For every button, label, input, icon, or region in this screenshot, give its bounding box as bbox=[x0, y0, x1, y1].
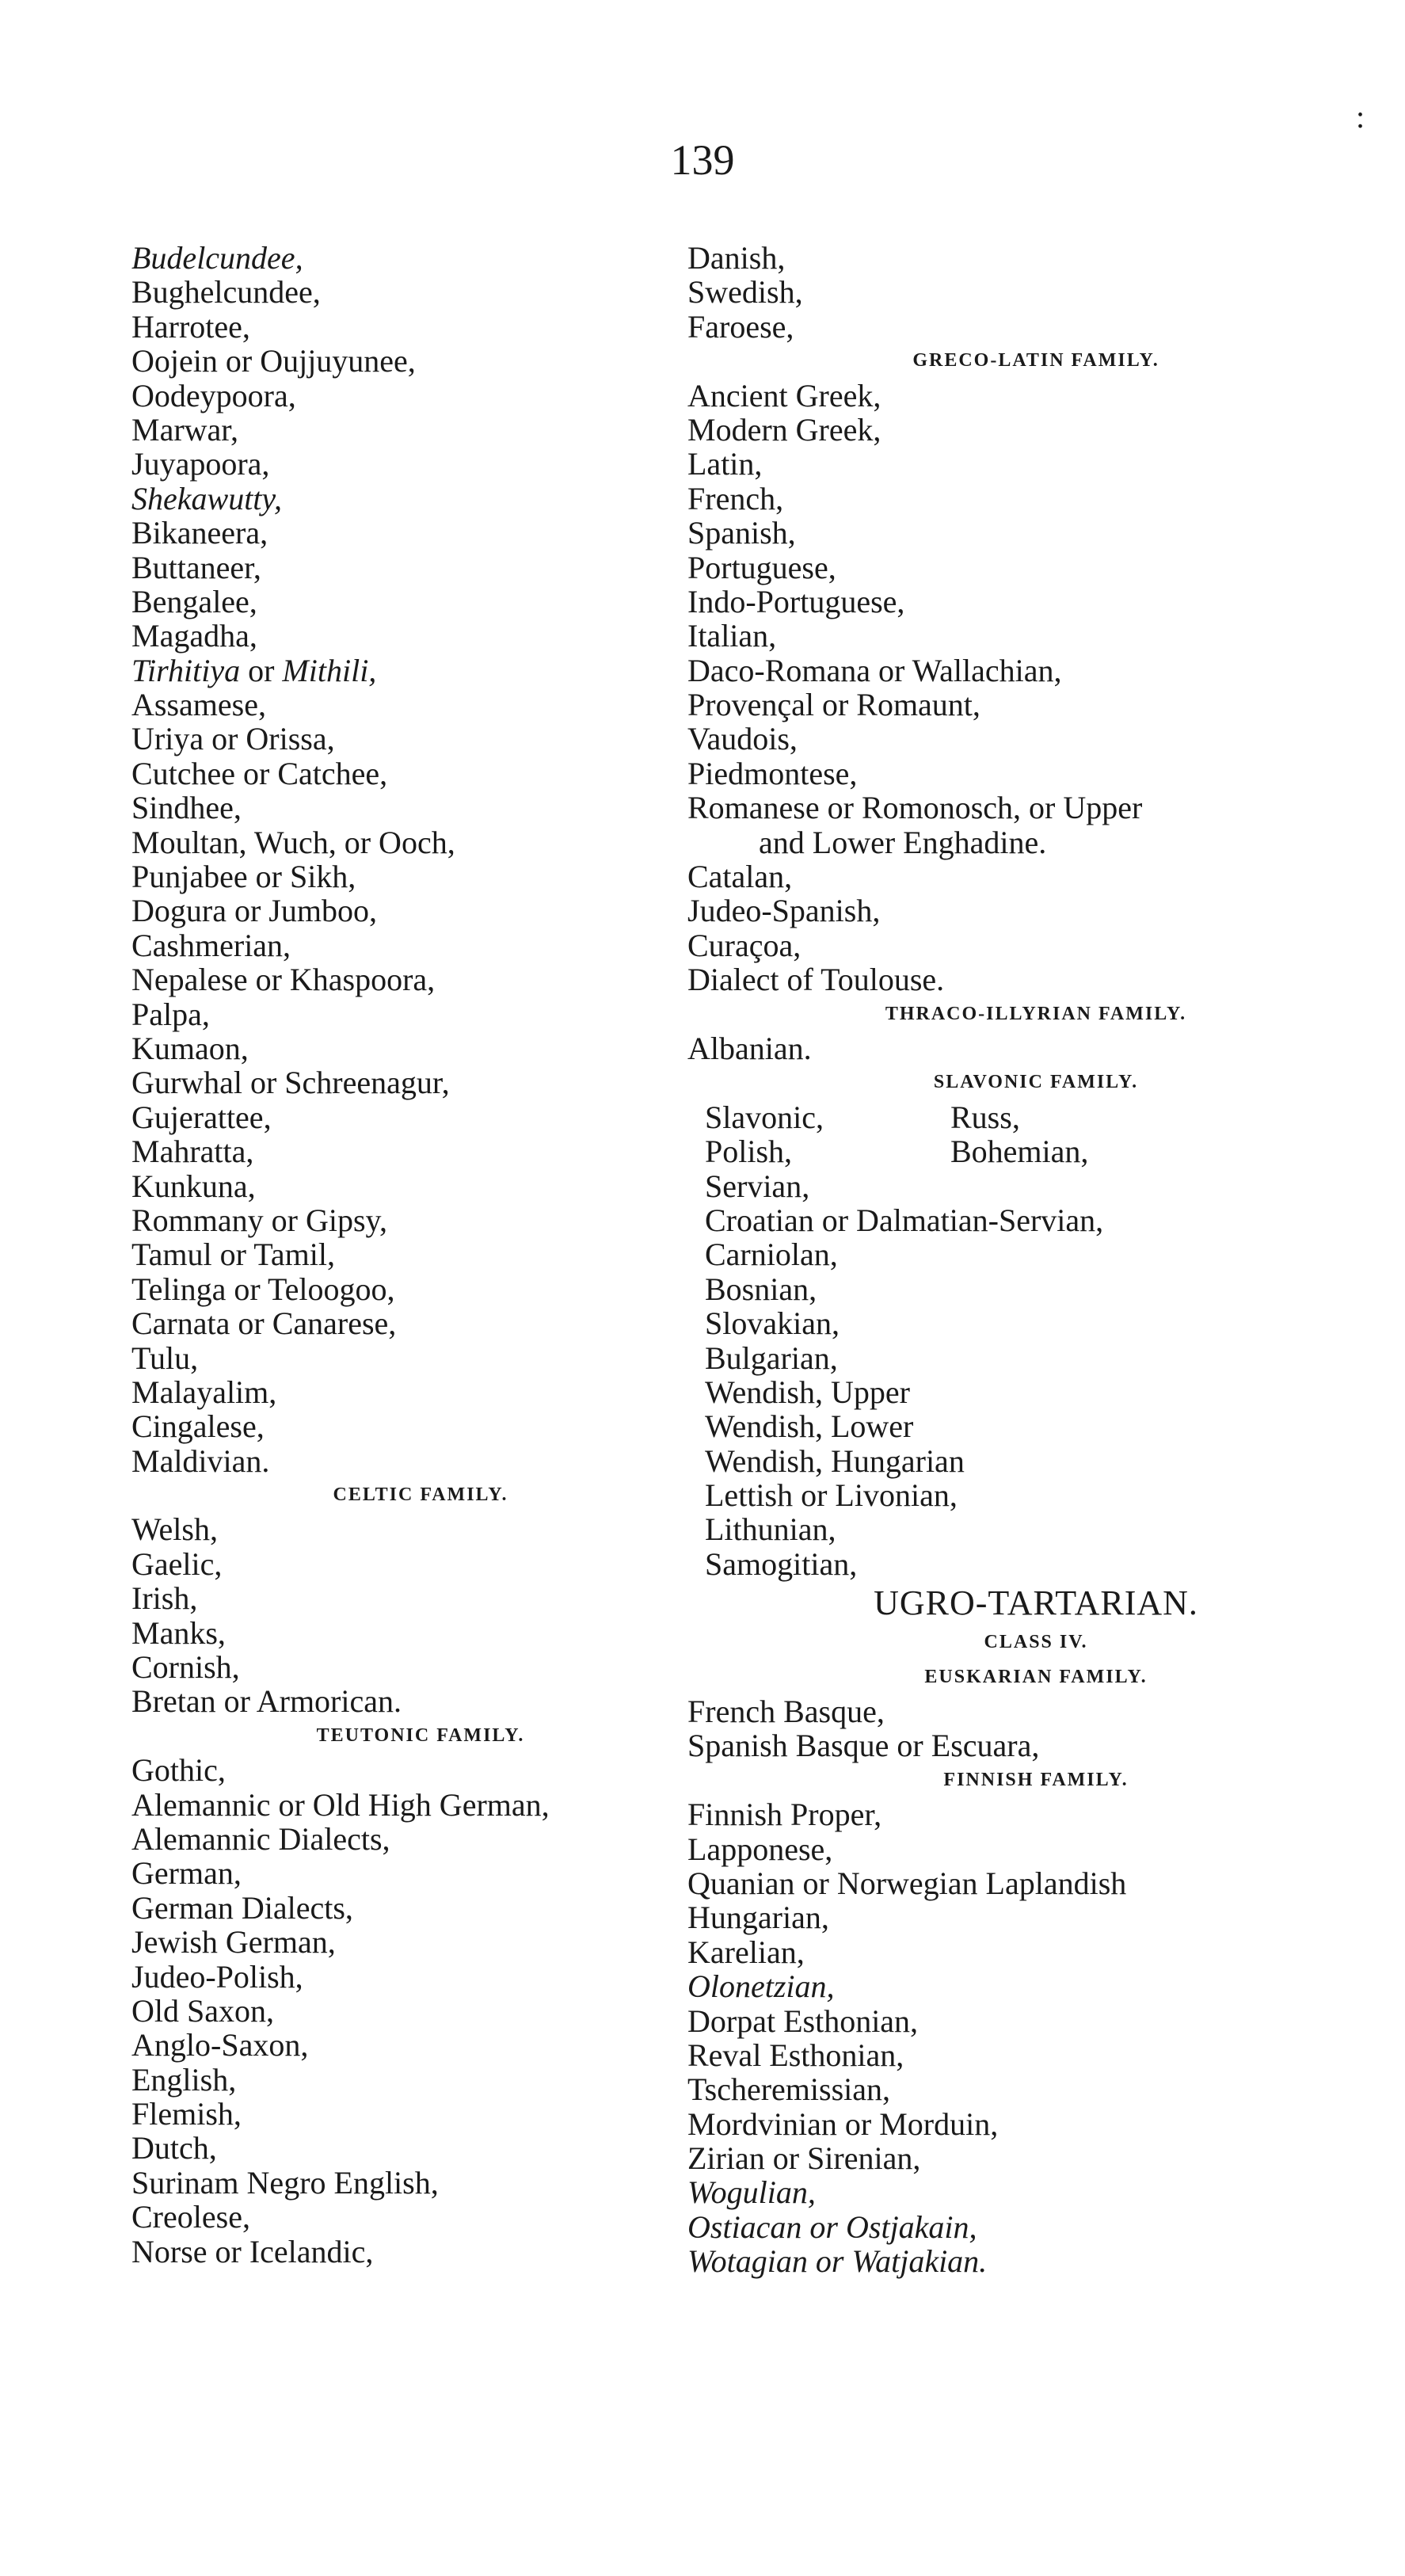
language-name-text: Mordvinian or Morduin, bbox=[687, 2105, 999, 2142]
language-entry bbox=[687, 1832, 1384, 1866]
language-name: Slavonic, bbox=[705, 1099, 824, 1135]
language-entry bbox=[687, 2107, 1384, 2141]
language-entry bbox=[687, 447, 1384, 481]
language-name-text: Swedish, bbox=[687, 274, 803, 311]
language-entry bbox=[131, 1237, 678, 1271]
language-entry bbox=[687, 1203, 1384, 1237]
language-entry bbox=[131, 1203, 678, 1237]
language-entry bbox=[687, 1512, 1384, 1546]
language-name-text: Lithunian, bbox=[705, 1511, 836, 1548]
language-entry bbox=[687, 1797, 1384, 1831]
language-name-text: Old Saxon, bbox=[131, 1992, 274, 2029]
language-name-text: Maldivian. bbox=[131, 1442, 270, 1479]
language-entry bbox=[131, 344, 678, 378]
language-name-text: Spanish Basque or Escuara, bbox=[687, 1728, 1040, 1764]
language-entry bbox=[131, 482, 678, 516]
language-entry bbox=[687, 585, 1384, 619]
language-name-text: Servian, bbox=[705, 1168, 810, 1204]
language-name-text: Judeo-Polish, bbox=[131, 1958, 303, 1995]
language-entry bbox=[687, 756, 1384, 791]
language-entry bbox=[131, 1341, 678, 1375]
language-name-text: Carniolan, bbox=[705, 1237, 838, 1273]
language-entry bbox=[687, 2038, 1384, 2072]
language-entry bbox=[131, 859, 678, 894]
language-entry bbox=[131, 2235, 678, 2269]
language-entry-continuation bbox=[687, 825, 1384, 859]
language-entry bbox=[687, 413, 1384, 447]
language-name-text: Malayalim, bbox=[131, 1374, 277, 1410]
language-entry bbox=[131, 413, 678, 447]
language-name-text: Judeo-Spanish, bbox=[687, 893, 881, 929]
language-entry bbox=[131, 1031, 678, 1065]
language-name-text: Cornish, bbox=[131, 1649, 240, 1686]
language-name-text: Cutchee or Catchee, bbox=[131, 755, 388, 791]
language-name-text: Gothic, bbox=[131, 1752, 226, 1789]
language-name-text: Faroese, bbox=[687, 308, 794, 345]
section-heading: CLASS IV. bbox=[984, 1632, 1088, 1653]
language-entry bbox=[687, 654, 1384, 688]
language-name-text: Zirian or Sirenian, bbox=[687, 2140, 921, 2177]
language-name-text: Bengalee, bbox=[131, 583, 257, 619]
language-name-text: and Lower Enghadine. bbox=[759, 824, 1047, 860]
language-name: Polish, bbox=[705, 1134, 793, 1170]
language-entry bbox=[687, 1866, 1384, 1900]
language-name-text: Marwar, bbox=[131, 411, 238, 448]
language-name-text: Bretan or Armorican. bbox=[131, 1683, 402, 1720]
language-entry bbox=[687, 1694, 1384, 1728]
language-entry bbox=[687, 2004, 1384, 2038]
language-entry bbox=[687, 2175, 1384, 2209]
language-name-text: Dialect of Toulouse. bbox=[687, 962, 945, 998]
language-entry bbox=[687, 2072, 1384, 2106]
language-name-text: Budelcundee, bbox=[131, 240, 303, 276]
language-entry bbox=[687, 241, 1384, 275]
language-entry bbox=[687, 1444, 1384, 1478]
language-entry bbox=[131, 2097, 678, 2131]
language-entry bbox=[131, 2028, 678, 2062]
language-name-text: Hungarian, bbox=[687, 1900, 829, 1936]
language-name-text: Samogitian, bbox=[705, 1545, 858, 1582]
language-entry bbox=[131, 1925, 678, 1959]
language-name-text: Alemannic or Old High German, bbox=[131, 1786, 550, 1823]
language-name-text: Moultan, Wuch, or Ooch, bbox=[131, 824, 455, 860]
language-entry bbox=[131, 1409, 678, 1443]
language-name-text: Telinga or Teloogoo, bbox=[131, 1271, 395, 1307]
language-name-text: Karelian, bbox=[687, 1934, 805, 1970]
language-entry bbox=[687, 1547, 1384, 1581]
language-entry bbox=[131, 1306, 678, 1340]
language-name-text: Assamese, bbox=[131, 687, 266, 723]
language-entry bbox=[131, 791, 678, 825]
language-entry bbox=[131, 2131, 678, 2165]
language-entry bbox=[687, 859, 1384, 894]
language-entry bbox=[687, 1306, 1384, 1340]
language-entry bbox=[131, 1753, 678, 1787]
language-name-text: Spanish, bbox=[687, 515, 796, 551]
language-name-text: or bbox=[240, 652, 283, 688]
language-name-text: Albanian. bbox=[687, 1030, 812, 1066]
language-name-text: Anglo-Saxon, bbox=[131, 2027, 309, 2063]
left-column bbox=[131, 241, 678, 2269]
language-entry bbox=[131, 551, 678, 585]
language-entry bbox=[131, 1444, 678, 1478]
language-name-text: German Dialects, bbox=[131, 1889, 353, 1926]
language-entry bbox=[131, 310, 678, 344]
language-entry bbox=[131, 1581, 678, 1615]
language-name-text: Reval Esthonian, bbox=[687, 2037, 904, 2073]
language-entry bbox=[131, 756, 678, 791]
language-name-text: Kunkuna, bbox=[131, 1168, 256, 1204]
language-entry bbox=[131, 1065, 678, 1099]
language-name-text: Buttaneer, bbox=[131, 549, 261, 585]
language-name-text: Provençal or Romaunt, bbox=[687, 687, 980, 723]
language-entry bbox=[131, 1375, 678, 1409]
language-name-text: Oodeypoora, bbox=[131, 377, 296, 413]
language-entry bbox=[131, 1822, 678, 1856]
language-entry bbox=[131, 722, 678, 756]
language-name-text: Cashmerian, bbox=[131, 927, 291, 963]
language-entry bbox=[131, 894, 678, 928]
language-name-text: French, bbox=[687, 480, 784, 516]
language-name-text: Piedmontese, bbox=[687, 755, 858, 791]
language-entry bbox=[131, 1788, 678, 1822]
language-name-text: Catalan, bbox=[687, 859, 793, 895]
language-name-text: Bosnian, bbox=[705, 1271, 817, 1307]
language-name-text: Bulgarian, bbox=[705, 1339, 838, 1376]
language-name-text: Slovakian, bbox=[705, 1305, 840, 1342]
language-entry bbox=[131, 1856, 678, 1890]
language-entry bbox=[131, 1891, 678, 1925]
language-entry bbox=[131, 825, 678, 859]
language-entry bbox=[131, 516, 678, 550]
language-name-text: Dutch, bbox=[131, 2130, 217, 2166]
language-entry bbox=[687, 688, 1384, 722]
language-name-text: Wendish, Hungarian bbox=[705, 1442, 965, 1479]
language-name-text: Cingalese, bbox=[131, 1408, 265, 1445]
language-entry bbox=[687, 1409, 1384, 1443]
page-number: 139 bbox=[670, 136, 735, 184]
section-heading: GRECO-LATIN FAMILY. bbox=[912, 350, 1159, 372]
language-entry bbox=[131, 447, 678, 481]
language-name-text: Jewish German, bbox=[131, 1924, 336, 1961]
section-heading: THRACO-ILLYRIAN FAMILY. bbox=[885, 1003, 1187, 1024]
language-name-text: Nepalese or Khaspoora, bbox=[131, 962, 436, 998]
language-name-text: Manks, bbox=[131, 1614, 226, 1651]
language-entry bbox=[131, 1616, 678, 1650]
language-name-text: Tscheremissian, bbox=[687, 2071, 891, 2108]
language-entry bbox=[131, 997, 678, 1031]
language-entry bbox=[131, 275, 678, 309]
language-entry bbox=[131, 688, 678, 722]
language-name-text: Uriya or Orissa, bbox=[131, 721, 335, 757]
language-entry bbox=[687, 1900, 1384, 1934]
section-heading: FINNISH FAMILY. bbox=[943, 1769, 1129, 1790]
language-name-text: Sindhee, bbox=[131, 790, 242, 826]
language-entry bbox=[131, 1512, 678, 1546]
language-name-text: Danish, bbox=[687, 240, 786, 276]
language-name-text: Wotagian or Watjakian. bbox=[687, 2243, 988, 2280]
language-entry bbox=[687, 1237, 1384, 1271]
language-entry bbox=[687, 894, 1384, 928]
language-entry bbox=[131, 585, 678, 619]
language-name-text: Vaudois, bbox=[687, 721, 798, 757]
language-name-text: English, bbox=[131, 2061, 237, 2098]
language-name-text: Alemannic Dialects, bbox=[131, 1820, 390, 1857]
section-heading: TEUTONIC FAMILY. bbox=[316, 1724, 525, 1746]
language-name-text: Lettish or Livonian, bbox=[705, 1477, 958, 1514]
language-entry bbox=[131, 2063, 678, 2097]
language-name-text: Latin, bbox=[687, 446, 763, 482]
language-name-text: Harrotee, bbox=[131, 308, 250, 345]
language-name-text: Wogulian, bbox=[687, 2174, 816, 2211]
language-name-text: Wendish, Upper bbox=[705, 1374, 910, 1410]
language-name-text: Rommany or Gipsy, bbox=[131, 1202, 387, 1238]
language-entry bbox=[687, 2210, 1384, 2244]
language-entry bbox=[131, 2166, 678, 2200]
language-name-text: Carnata or Canarese, bbox=[131, 1305, 397, 1342]
language-name-text: Magadha, bbox=[131, 618, 257, 654]
language-name-text: Curaçoa, bbox=[687, 927, 801, 963]
language-entry bbox=[131, 1960, 678, 1994]
language-name-text: Olonetzian, bbox=[687, 1968, 835, 2005]
language-name-text: Punjabee or Sikh, bbox=[131, 859, 356, 895]
language-entry bbox=[687, 516, 1384, 550]
language-name-text: Croatian or Dalmatian-Servian, bbox=[705, 1202, 1104, 1238]
language-entry bbox=[131, 241, 678, 275]
language-entry bbox=[687, 1031, 1384, 1065]
language-entry bbox=[687, 619, 1384, 653]
language-name-text: Mahratta, bbox=[131, 1134, 254, 1170]
language-name-text: Bikaneera, bbox=[131, 515, 268, 551]
language-name-text: Surinam Negro English, bbox=[131, 2164, 439, 2201]
language-name-text: Shekawutty, bbox=[131, 480, 282, 516]
language-name-text: Oojein or Oujjuyunee, bbox=[131, 343, 416, 379]
language-entry bbox=[687, 275, 1384, 309]
language-entry bbox=[687, 928, 1384, 962]
language-name-text: Gaelic, bbox=[131, 1545, 223, 1582]
language-entry bbox=[687, 551, 1384, 585]
language-entry bbox=[131, 619, 678, 653]
language-entry bbox=[131, 928, 678, 962]
language-entry bbox=[687, 1935, 1384, 1969]
language-name-text: Lapponese, bbox=[687, 1831, 833, 1867]
language-entry bbox=[687, 791, 1384, 825]
language-name-text: Flemish, bbox=[131, 2096, 242, 2132]
section-heading: CELTIC FAMILY. bbox=[333, 1484, 508, 1506]
language-name-text: Tirhitiya bbox=[131, 652, 241, 688]
language-pair bbox=[687, 1100, 1384, 1134]
language-name-text: Mithili, bbox=[282, 652, 377, 688]
language-entry bbox=[131, 1650, 678, 1684]
language-entry bbox=[687, 1169, 1384, 1203]
language-entry bbox=[687, 379, 1384, 413]
language-name-text: Tulu, bbox=[131, 1339, 199, 1376]
language-entry bbox=[131, 1169, 678, 1203]
language-entry bbox=[131, 2200, 678, 2234]
class-heading: UGRO-TARTARIAN. bbox=[874, 1583, 1198, 1623]
language-entry bbox=[687, 962, 1384, 996]
language-entry bbox=[131, 654, 678, 688]
language-name-text: Welsh, bbox=[131, 1511, 218, 1548]
language-entry bbox=[687, 1272, 1384, 1306]
section-heading: EUSKARIAN FAMILY. bbox=[924, 1666, 1148, 1687]
language-name: Russ, bbox=[950, 1099, 1020, 1135]
language-name-text: Dorpat Esthonian, bbox=[687, 2002, 919, 2039]
language-name-text: Finnish Proper, bbox=[687, 1797, 882, 1833]
language-name-text: Creolese, bbox=[131, 2199, 250, 2235]
section-heading: SLAVONIC FAMILY. bbox=[933, 1072, 1139, 1093]
language-name-text: Wendish, Lower bbox=[705, 1408, 914, 1445]
language-entry bbox=[687, 1375, 1384, 1409]
language-entry bbox=[687, 2141, 1384, 2175]
language-entry bbox=[131, 1547, 678, 1581]
language-entry bbox=[131, 1684, 678, 1718]
language-name-text: Quanian or Norwegian Laplandish bbox=[687, 1865, 1127, 1901]
language-name-text: Dogura or Jumboo, bbox=[131, 893, 377, 929]
language-name-text: Juyapoora, bbox=[131, 446, 270, 482]
language-name-text: Bughelcundee, bbox=[131, 274, 321, 311]
language-name-text: Gurwhal or Schreenagur, bbox=[131, 1065, 450, 1101]
language-entry bbox=[131, 962, 678, 996]
language-entry bbox=[131, 1134, 678, 1168]
language-name-text: Tamul or Tamil, bbox=[131, 1237, 335, 1273]
language-name-text: Romanese or Romonosch, or Upper bbox=[687, 790, 1143, 826]
language-entry bbox=[687, 482, 1384, 516]
language-name-text: Gujerattee, bbox=[131, 1099, 272, 1135]
language-name-text: German, bbox=[131, 1855, 242, 1892]
language-name-text: Indo-Portuguese, bbox=[687, 583, 905, 619]
language-entry bbox=[687, 1341, 1384, 1375]
language-name-text: Ancient Greek, bbox=[687, 377, 881, 413]
language-entry bbox=[687, 722, 1384, 756]
language-entry bbox=[687, 1728, 1384, 1762]
language-entry bbox=[687, 2244, 1384, 2278]
language-name-text: Norse or Icelandic, bbox=[131, 2233, 374, 2269]
language-pair bbox=[687, 1134, 1384, 1168]
language-name-text: Kumaon, bbox=[131, 1030, 249, 1066]
edge-mark: : bbox=[1356, 99, 1365, 135]
language-entry bbox=[131, 379, 678, 413]
language-name: Bohemian, bbox=[950, 1134, 1089, 1170]
language-name-text: Modern Greek, bbox=[687, 411, 881, 448]
right-column bbox=[687, 241, 1384, 2279]
language-name-text: French Basque, bbox=[687, 1694, 885, 1730]
language-entry bbox=[687, 310, 1384, 344]
language-entry bbox=[131, 1100, 678, 1134]
language-entry bbox=[131, 1994, 678, 2028]
language-name-text: Irish, bbox=[131, 1580, 198, 1617]
language-entry bbox=[687, 1969, 1384, 2003]
language-name-text: Italian, bbox=[687, 618, 777, 654]
language-name-text: Portuguese, bbox=[687, 549, 836, 585]
language-name-text: Palpa, bbox=[131, 996, 210, 1032]
language-entry bbox=[131, 1272, 678, 1306]
language-entry bbox=[687, 1478, 1384, 1512]
language-name-text: Daco-Romana or Wallachian, bbox=[687, 652, 1062, 688]
language-name-text: Ostiacan or Ostjakain, bbox=[687, 2208, 977, 2245]
